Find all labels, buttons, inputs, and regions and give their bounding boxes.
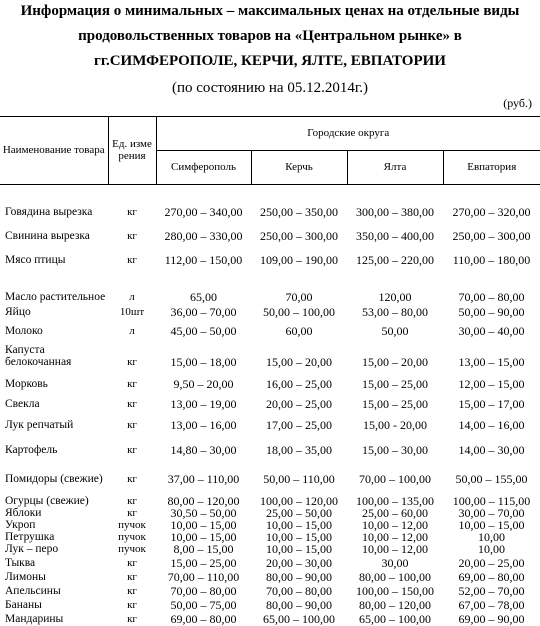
header-city-yalta: Ялта — [347, 150, 443, 184]
price-range: 30,00 – 70,00 — [458, 506, 525, 520]
price-range: 10,00 — [478, 530, 505, 544]
price-table — [0, 116, 540, 625]
table-row — [0, 569, 540, 583]
price-range: 10,00 – 15,00 — [266, 518, 332, 532]
table-row — [0, 555, 540, 569]
price-range: 65,00 – 100,00 — [359, 612, 431, 626]
product-unit: пучок — [118, 543, 146, 555]
header-city-kerch: Керчь — [251, 150, 347, 184]
price-range: 100,00 – 120,00 — [260, 494, 338, 508]
title-line-2: продовольственных товаров на «Центральном рынке» в — [78, 28, 462, 44]
table-row — [0, 611, 540, 625]
product-name: Мандарины — [5, 613, 64, 625]
price-range: 10,00 – 15,00 — [170, 518, 237, 532]
product-unit: кг — [127, 206, 137, 218]
price-range: 20,00 – 25,00 — [458, 556, 525, 570]
price-range: 36,00 – 70,00 — [170, 305, 237, 319]
price-range: 25,00 – 50,00 — [266, 506, 332, 520]
product-name: Свинина вырезка — [5, 230, 90, 242]
product-name: Тыква — [5, 557, 36, 569]
price-range: 70,00 – 80,00 — [458, 290, 525, 304]
table-row — [0, 337, 540, 368]
product-unit: кг — [127, 398, 137, 410]
product-name: Помидоры (свежие) — [5, 473, 103, 485]
header-city-simferopol: Симферополь — [156, 150, 251, 184]
product-name: Лук репчатый — [5, 419, 74, 431]
price-range: 14,00 – 16,00 — [458, 418, 525, 432]
product-name: Яйцо — [5, 306, 31, 318]
price-range: 50,00 – 110,00 — [263, 472, 335, 486]
table-row — [0, 597, 540, 611]
price-range: 50,00 – 155,00 — [455, 472, 528, 486]
product-unit: кг — [127, 557, 137, 569]
price-range: 8,00 – 15,00 — [173, 542, 234, 556]
price-range: 52,00 – 70,00 — [458, 584, 525, 598]
price-range: 15,00 – 25,00 — [362, 397, 428, 411]
price-range: 65,00 – 100,00 — [263, 612, 335, 626]
price-range: 80,00 – 120,00 — [359, 598, 431, 612]
product-name: Капуста белокочанная — [5, 344, 72, 368]
price-range: 12,00 – 15,00 — [458, 377, 525, 391]
price-range: 13,00 – 15,00 — [458, 355, 525, 369]
price-range: 10,00 – 12,00 — [362, 518, 428, 532]
table-row — [0, 303, 540, 318]
product-name: Петрушка — [5, 531, 55, 543]
price-range: 80,00 – 90,00 — [266, 570, 332, 584]
price-range: 10,00 — [478, 542, 505, 556]
price-range: 15,00 - 20,00 — [363, 418, 427, 432]
table-row — [0, 318, 540, 337]
price-range: 50,00 – 90,00 — [458, 305, 525, 319]
price-range: 109,00 – 190,00 — [260, 253, 338, 267]
price-range: 100,00 – 150,00 — [356, 584, 434, 598]
price-range: 80,00 – 100,00 — [359, 570, 431, 584]
price-range: 9,50 – 20,00 — [173, 377, 234, 391]
product-unit: кг — [127, 444, 137, 456]
price-range: 270,00 – 340,00 — [164, 205, 243, 219]
price-range: 100,00 – 115,00 — [452, 494, 531, 508]
product-name: Говядина вырезка — [5, 206, 93, 218]
price-range: 10,00 – 15,00 — [266, 530, 332, 544]
price-range: 300,00 – 380,00 — [356, 205, 434, 219]
price-range: 45,00 – 50,00 — [170, 324, 237, 338]
table-row — [0, 390, 540, 410]
price-range: 100,00 – 135,00 — [356, 494, 434, 508]
table-row — [0, 184, 540, 218]
price-range: 15,00 – 20,00 — [266, 355, 332, 369]
product-name: Морковь — [5, 378, 48, 390]
header-name: Наименование товара — [0, 116, 108, 184]
table-row — [0, 485, 540, 507]
price-range: 15,00 – 30,00 — [362, 443, 428, 457]
price-range: 110,00 – 180,00 — [452, 253, 531, 267]
product-name: Лимоны — [5, 571, 46, 583]
product-unit: кг — [127, 599, 137, 611]
table-row — [0, 431, 540, 456]
product-unit: л — [129, 291, 135, 303]
price-range: 50,00 — [381, 324, 409, 338]
price-range: 10,00 – 15,00 — [458, 518, 525, 532]
price-range: 15,00 – 20,00 — [362, 355, 428, 369]
title-line-3: гг.СИМФЕРОПОЛЕ, КЕРЧИ, ЯЛТЕ, ЕВПАТОРИИ — [94, 53, 446, 69]
price-range: 13,00 – 19,00 — [170, 397, 237, 411]
price-table-body — [0, 184, 540, 625]
product-unit: кг — [127, 419, 137, 431]
price-range: 70,00 – 80,00 — [266, 584, 332, 598]
product-unit: кг — [127, 254, 137, 266]
product-name: Лук – перо — [5, 543, 59, 555]
table-row — [0, 583, 540, 597]
product-name: Апельсины — [5, 585, 61, 597]
product-unit: пучок — [118, 531, 146, 543]
currency-note: (руб.) — [503, 96, 532, 110]
header-city-group: Городские округа — [156, 116, 540, 150]
product-name: Картофель — [5, 444, 58, 456]
price-range: 20,00 – 25,00 — [266, 397, 332, 411]
product-unit: кг — [127, 613, 137, 625]
price-range: 120,00 — [378, 290, 412, 304]
price-range: 70,00 – 80,00 — [170, 584, 237, 598]
price-range: 10,00 – 12,00 — [362, 542, 428, 556]
header-city-evpatoria: Евпатория — [443, 150, 540, 184]
price-range: 250,00 – 300,00 — [452, 229, 531, 243]
price-range: 65,00 — [190, 290, 217, 304]
product-name: Свекла — [5, 398, 40, 410]
price-range: 20,00 – 30,00 — [266, 556, 332, 570]
price-range: 50,00 – 100,00 — [263, 305, 335, 319]
price-range: 250,00 – 300,00 — [260, 229, 338, 243]
product-name: Бананы — [5, 599, 42, 611]
product-unit: 10шт — [119, 306, 145, 318]
price-range: 37,00 – 110,00 — [167, 472, 240, 486]
price-range: 280,00 – 330,00 — [164, 229, 243, 243]
price-range: 30,00 – 40,00 — [458, 324, 525, 338]
product-unit: кг — [127, 507, 137, 519]
price-range: 10,00 – 12,00 — [362, 530, 428, 544]
price-range: 30,00 — [381, 556, 409, 570]
price-range: 80,00 – 90,00 — [266, 598, 332, 612]
price-range: 270,00 – 320,00 — [452, 205, 531, 219]
product-name: Мясо птицы — [5, 254, 66, 266]
price-range: 50,00 – 75,00 — [170, 598, 237, 612]
product-name: Укроп — [5, 519, 36, 531]
product-unit: л — [129, 325, 135, 337]
price-range: 15,00 – 25,00 — [362, 377, 428, 391]
price-range: 70,00 – 100,00 — [359, 472, 431, 486]
price-range: 250,00 – 350,00 — [260, 205, 338, 219]
price-range: 53,00 – 80,00 — [362, 305, 428, 319]
price-range: 16,00 – 25,00 — [266, 377, 332, 391]
date-line: (по состоянию на 05.12.2014г.) — [171, 80, 369, 96]
product-name: Яблоки — [5, 507, 42, 519]
price-range: 13,00 – 16,00 — [170, 418, 237, 432]
price-range: 350,00 – 400,00 — [356, 229, 434, 243]
price-range: 69,00 – 90,00 — [458, 612, 525, 626]
price-range: 15,00 – 25,00 — [170, 556, 237, 570]
table-row — [0, 242, 540, 266]
price-range: 69,00 – 80,00 — [170, 612, 237, 626]
product-unit: кг — [127, 230, 137, 242]
price-range: 80,00 – 120,00 — [167, 494, 240, 508]
price-range: 15,00 – 18,00 — [170, 355, 237, 369]
price-range: 70,00 — [285, 290, 313, 304]
price-range: 10,00 – 15,00 — [266, 542, 332, 556]
price-range: 112,00 – 150,00 — [164, 253, 243, 267]
product-unit: кг — [127, 571, 137, 583]
price-range: 125,00 – 220,00 — [356, 253, 434, 267]
table-row — [0, 456, 540, 485]
price-range: 15,00 – 17,00 — [458, 397, 525, 411]
price-range: 25,00 – 60,00 — [362, 506, 428, 520]
product-unit: пучок — [118, 519, 146, 531]
price-range: 14,00 – 30,00 — [458, 443, 525, 457]
product-name: Масло растительное — [5, 291, 106, 303]
price-range: 70,00 – 110,00 — [167, 570, 240, 584]
price-range: 18,00 – 35,00 — [266, 443, 332, 457]
product-name: Молоко — [5, 325, 43, 337]
table-row — [0, 266, 540, 303]
table-row — [0, 543, 540, 555]
product-unit: кг — [127, 356, 137, 368]
product-unit: кг — [127, 378, 137, 390]
price-range: 10,00 – 15,00 — [170, 530, 237, 544]
title-line-1: Информация о минимальных – максимальных ценах на отдельные виды — [20, 3, 520, 19]
product-unit: кг — [127, 495, 137, 507]
price-range: 67,00 – 78,00 — [458, 598, 525, 612]
table-row — [0, 368, 540, 390]
price-range: 69,00 – 80,00 — [458, 570, 525, 584]
product-unit: кг — [127, 585, 137, 597]
header-unit: Ед. изме рения — [108, 116, 156, 184]
price-range: 17,00 – 25,00 — [266, 418, 332, 432]
product-name: Огурцы (свежие) — [5, 495, 89, 507]
price-range: 14,80 – 30,00 — [170, 443, 237, 457]
table-row — [0, 218, 540, 242]
price-range: 30,50 – 50,00 — [170, 506, 237, 520]
table-row — [0, 410, 540, 431]
product-unit: кг — [127, 473, 137, 485]
price-range: 60,00 — [285, 324, 313, 338]
